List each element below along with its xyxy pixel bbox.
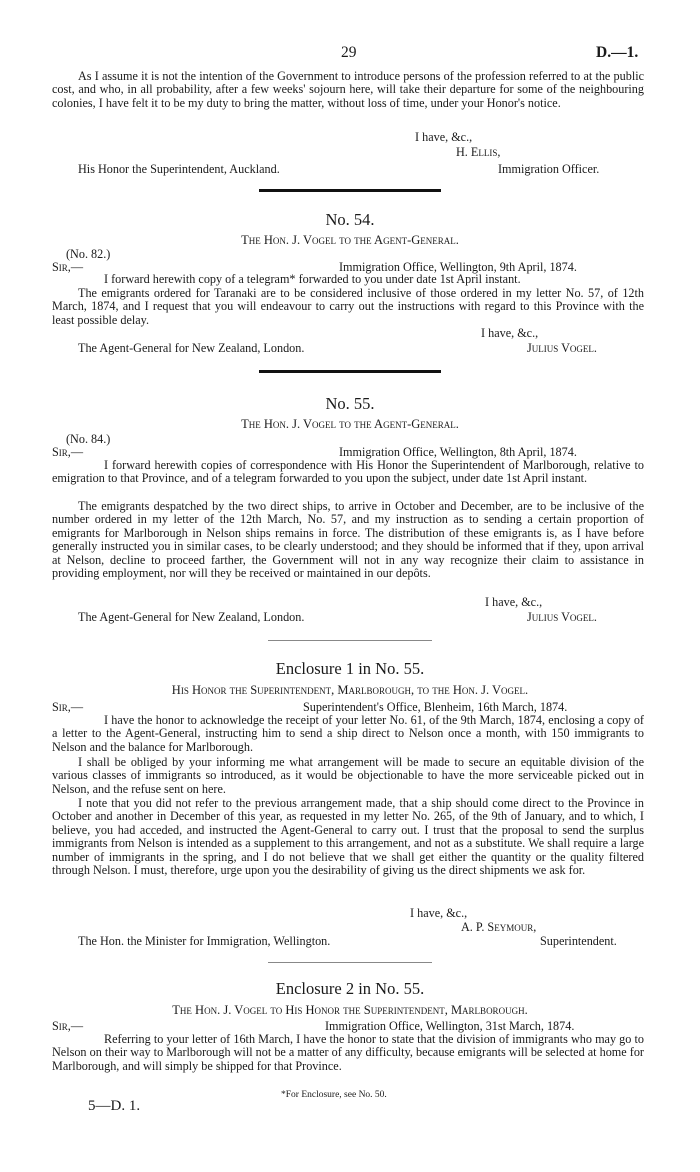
section-rule — [259, 370, 441, 373]
enclosure-2-from-to: The Hon. J. Vogel to His Honor the Superintendent, Marlborough. — [172, 1003, 528, 1017]
letter-55-from-to: The Hon. J. Vogel to the Agent-General. — [241, 417, 459, 431]
enclosure-2-paragraph: Referring to your letter of 16th March, I have the honor to state that the division of immigrants who may go to Nelson on their way to Marlborough will not be a matter of any difficulty, because emigrants will be selected at home for Marlborough, and will simply be shipped for that Province. — [52, 1032, 644, 1073]
enclosure-1-title: Enclosure 1 in No. 55. — [275, 659, 425, 678]
enclosure-2-dateline: Immigration Office, Wellington, 31st March, 1874. — [325, 1019, 575, 1033]
section-rule — [268, 962, 432, 963]
letter-55-signer: Julius Vogel. — [527, 610, 597, 624]
enclosure-1-signer: A. P. Seymour, — [461, 920, 537, 934]
letter-54-dateline: Immigration Office, Wellington, 9th April, 1874. — [339, 260, 577, 274]
page-number: 29 — [341, 44, 357, 61]
enclosure-2-title: Enclosure 2 in No. 55. — [275, 979, 425, 998]
footnote: *For Enclosure, see No. 50. — [281, 1090, 387, 1100]
letter-54-paragraph-2: The emigrants ordered for Taranaki are to be considered inclusive of those ordered in my letter No. 57, of 12th March, 1874, and I request that you will endeavour to carry out the instructions with regard to this Province with the least possible delay. — [52, 286, 644, 327]
letter-54-number: No. 54. — [325, 210, 375, 229]
enclosure-1-from-to: His Honor the Superintendent, Marlborough, to the Hon. J. Vogel. — [171, 683, 529, 697]
letter-55-paragraph-2: The emigrants despatched by the two direct ships, to arrive in October and December, are to be inclusive of the number ordered in my letter of the 12th March, No. 57, and my instruction as to sending a certain proportion of emigrants for Marlborough in Nelson ships remains in force. The distribution of these emigrants is, as I have before generally instructed you in similar cases, to be clearly understood; and they should be informed that if they, upon arrival at Nelson, decline to proceed farther, the Government will not in any way recognize their claim to assistance in providing employment, nor will they be received or maintained in our depôts. — [52, 499, 644, 581]
letter-54-ref: (No. 82.) — [66, 247, 111, 261]
enclosure-1-dateline: Superintendent's Office, Blenheim, 16th March, 1874. — [303, 700, 568, 714]
letter-54-signer: Julius Vogel. — [527, 341, 597, 355]
intro-closing: I have, &c., — [415, 130, 473, 144]
letter-55-paragraph-1: I forward herewith copies of correspondence with His Honor the Superintendent of Marlborough, relative to emigration to that Province, and of a telegram forwarded to you upon the subject, under date 1st April instant. — [52, 458, 644, 486]
enclosure-1-addressee: The Hon. the Minister for Immigration, Wellington. — [78, 934, 331, 948]
letter-55-addressee: The Agent-General for New Zealand, London. — [78, 610, 305, 624]
intro-paragraph: As I assume it is not the intention of the Government to introduce persons of the profession referred to at the public cost, and who, in all probability, after a few weeks' sojourn here, will take their departure for some of the neighbouring colonies, I have felt it to be my duty to bring the matter, without loss of time, under your Honor's notice. — [52, 69, 644, 110]
enclosure-1-closing: I have, &c., — [410, 906, 468, 920]
letter-55-ref: (No. 84.) — [66, 432, 111, 446]
intro-signer: H. Ellis, — [456, 145, 501, 159]
enclosure-1-paragraph-3: I note that you did not refer to the previous arrangement made, that a ship should come direct to the Province in October and another in December of this year, as requested in my letter No. 265, of the 9th of January, and to which, I believe, you had acceded, and instructed the Agent-General to carry out. I trust that the proposal to send the surplus immigrants from Nelson is intended as a supplement to this arrangement, and not as a substitute. We shall require a large number of immigrants in the spring, and I do not believe that we shall get either the quantity or the quality filtered through Nelson. I must, therefore, urge upon you the desirability of giving us the direct shipments we ask for. — [52, 796, 644, 878]
document-reference: D.—1. — [596, 44, 639, 61]
signature-mark: 5—D. 1. — [88, 1098, 141, 1114]
letter-54-from-to: The Hon. J. Vogel to the Agent-General. — [241, 233, 459, 247]
letter-55-closing: I have, &c., — [485, 595, 543, 609]
enclosure-1-signer-title: Superintendent. — [540, 934, 617, 948]
enclosure-1-salutation: Sir,— — [52, 700, 84, 714]
enclosure-1-paragraph-2: I shall be obliged by your informing me what arrangement will be made to secure an equitable division of the various classes of immigrants so introduced, as it would be objectionable to have the more serviceable picked out in Nelson, and the refuse sent on here. — [52, 755, 644, 796]
letter-54-addressee: The Agent-General for New Zealand, London. — [78, 341, 305, 355]
letter-55-dateline: Immigration Office, Wellington, 8th April, 1874. — [339, 445, 577, 459]
intro-signer-title: Immigration Officer. — [498, 162, 600, 176]
section-rule — [259, 189, 441, 192]
section-rule — [268, 640, 432, 641]
intro-addressee: His Honor the Superintendent, Auckland. — [78, 162, 280, 176]
letter-55-number: No. 55. — [325, 394, 375, 413]
letter-54-closing: I have, &c., — [481, 326, 539, 340]
letter-54-paragraph-1: I forward herewith copy of a telegram* forwarded to you under date 1st April instant. — [104, 272, 521, 286]
letter-55-salutation: Sir,— — [52, 445, 84, 459]
letter-54-salutation: Sir,— — [52, 260, 84, 274]
enclosure-2-salutation: Sir,— — [52, 1019, 84, 1033]
enclosure-1-paragraph-1: I have the honor to acknowledge the receipt of your letter No. 61, of the 9th March, 1874, enclosing a copy of a letter to the Agent-General, instructing him to send a ship direct to Nelson once a month, with 150 immigrants to Nelson and the balance for Marlborough. — [52, 713, 644, 754]
